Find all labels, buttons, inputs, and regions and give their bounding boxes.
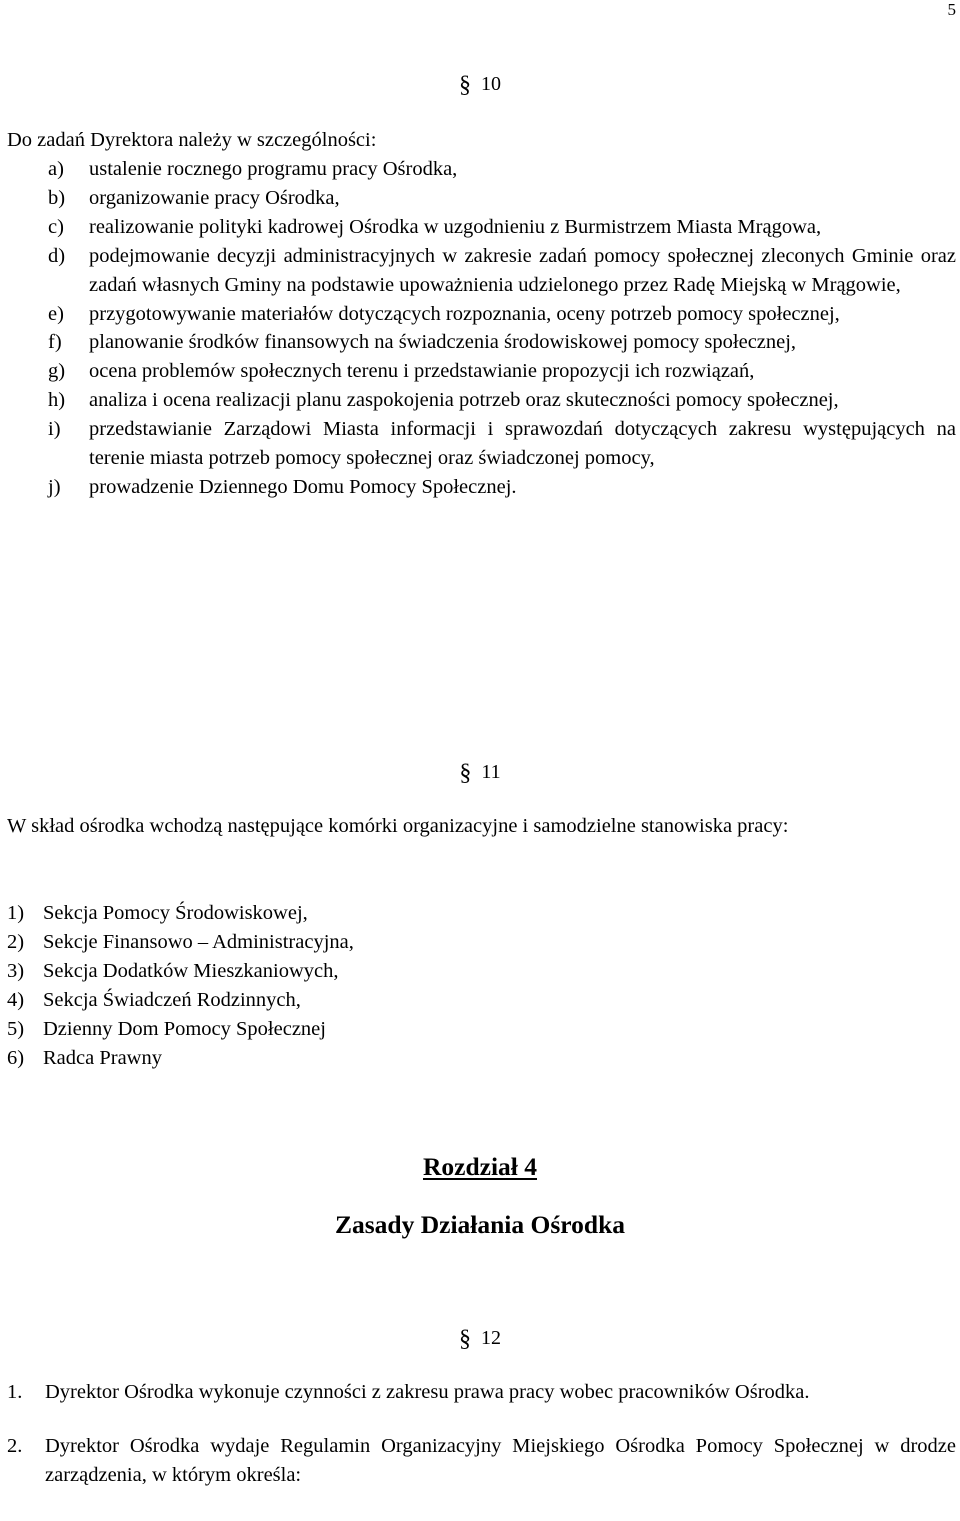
item-label: a) bbox=[48, 158, 64, 180]
list-item bbox=[48, 415, 956, 473]
item-text: Sekcja Dodatków Mieszkaniowych, bbox=[43, 959, 339, 982]
item-text: realizowanie polityki kadrowej Ośrodka w uzgodnieniu z Burmistrzem Miasta Mrągowa, bbox=[89, 215, 822, 238]
item-label: h) bbox=[48, 389, 66, 412]
section-symbol: § bbox=[459, 1326, 471, 1352]
item-text: podejmowanie decyzji administracyjnych w zakresie zadań pomocy społecznej zleconych Gminie oraz zadań własnych Gminy na podstawie upoważnienia udzielonego przez Radę Miejską w Mrągowie, bbox=[89, 244, 956, 296]
item-text: Dzienny Dom Pomocy Społecznej bbox=[43, 1017, 326, 1040]
section-symbol: § bbox=[459, 72, 471, 98]
section-heading-11 bbox=[0, 758, 960, 785]
item-label: 2) bbox=[7, 930, 25, 953]
item-text: analiza i ocena realizacji planu zaspokojenia potrzeb oraz skuteczności pomocy społecznej, bbox=[89, 389, 839, 412]
list-item bbox=[48, 473, 956, 502]
list-item bbox=[48, 155, 956, 184]
item-label: 5) bbox=[7, 1017, 25, 1040]
structure-list bbox=[7, 899, 707, 1072]
item-label: g) bbox=[48, 360, 66, 383]
list-item bbox=[7, 957, 707, 986]
item-text: Sekcja Świadczeń Rodzinnych, bbox=[43, 988, 301, 1011]
item-label: c) bbox=[48, 215, 64, 238]
section-number: 12 bbox=[481, 1327, 501, 1349]
item-text: planowanie środków finansowych na świadczenia środowiskowej pomocy społecznej, bbox=[89, 331, 797, 354]
list-item bbox=[7, 928, 707, 957]
item-text: Sekcje Finansowo – Administracyjna, bbox=[43, 930, 354, 953]
s12-points bbox=[7, 1378, 956, 1490]
section-number: 11 bbox=[481, 761, 501, 783]
item-label: 1) bbox=[7, 902, 25, 924]
item-label: j) bbox=[48, 475, 61, 498]
section-heading-10 bbox=[0, 70, 960, 97]
item-text: Sekcja Pomocy Środowiskowej, bbox=[43, 902, 308, 924]
section-heading-12 bbox=[0, 1324, 960, 1351]
list-item bbox=[7, 899, 707, 928]
item-label: f) bbox=[48, 331, 62, 354]
director-tasks-intro: Do zadań Dyrektora należy w szczególności: bbox=[7, 129, 377, 151]
item-label: e) bbox=[48, 302, 64, 325]
list-item bbox=[48, 300, 956, 329]
chapter-subtitle: Zasady Działania Ośrodka bbox=[334, 1210, 625, 1239]
list-item bbox=[48, 184, 956, 213]
section-symbol: § bbox=[459, 760, 472, 786]
item-label: 3) bbox=[7, 959, 25, 982]
item-text: organizowanie pracy Ośrodka, bbox=[89, 186, 340, 209]
item-label: i) bbox=[48, 418, 61, 441]
item-label: b) bbox=[48, 186, 66, 209]
item-text: ocena problemów społecznych terenu i przedstawianie propozycji ich rozwiązań, bbox=[89, 360, 755, 383]
item-text: przedstawianie Zarządowi Miasta informacji i sprawozdań dotyczących zakresu występujących na terenie miasta potrzeb pomocy społecznej oraz świadczonej pomocy, bbox=[89, 418, 956, 470]
structure-intro: W skład ośrodka wchodzą następujące komórki organizacyjne i samodzielne stanowiska pracy: bbox=[7, 815, 789, 837]
list-item bbox=[48, 386, 956, 415]
list-item bbox=[48, 357, 956, 386]
chapter-title-text: Rozdział 4 bbox=[422, 1152, 538, 1181]
item-text: Radca Prawny bbox=[43, 1046, 162, 1069]
page-number: 5 bbox=[947, 0, 956, 19]
item-text: prowadzenie Dziennego Domu Pomocy Społecznej. bbox=[89, 475, 517, 498]
list-item bbox=[48, 328, 956, 357]
list-item bbox=[7, 1378, 956, 1407]
item-label: d) bbox=[48, 244, 66, 267]
item-text: ustalenie rocznego programu pracy Ośrodka, bbox=[89, 158, 458, 180]
list-item bbox=[48, 242, 956, 300]
section-number: 10 bbox=[481, 73, 501, 95]
list-item bbox=[7, 986, 707, 1015]
list-item bbox=[7, 1432, 956, 1490]
item-label: 4) bbox=[7, 988, 25, 1011]
item-label: 2. bbox=[7, 1434, 23, 1457]
list-item bbox=[7, 1044, 707, 1073]
item-text: Dyrektor Ośrodka wykonuje czynności z zakresu prawa pracy wobec pracowników Ośrodka. bbox=[45, 1381, 810, 1403]
director-tasks-list bbox=[48, 155, 956, 502]
chapter-title bbox=[0, 1152, 960, 1182]
item-text: Dyrektor Ośrodka wydaje Regulamin Organizacyjny Miejskiego Ośrodka Pomocy Społecznej w drodze zarządzenia, w którym określa: bbox=[45, 1434, 956, 1486]
item-label: 1. bbox=[7, 1381, 23, 1403]
item-text: przygotowywanie materiałów dotyczących rozpoznania, oceny potrzeb pomocy społecznej, bbox=[89, 302, 840, 325]
item-label: 6) bbox=[7, 1046, 25, 1069]
list-item bbox=[48, 213, 956, 242]
list-item bbox=[7, 1015, 707, 1044]
